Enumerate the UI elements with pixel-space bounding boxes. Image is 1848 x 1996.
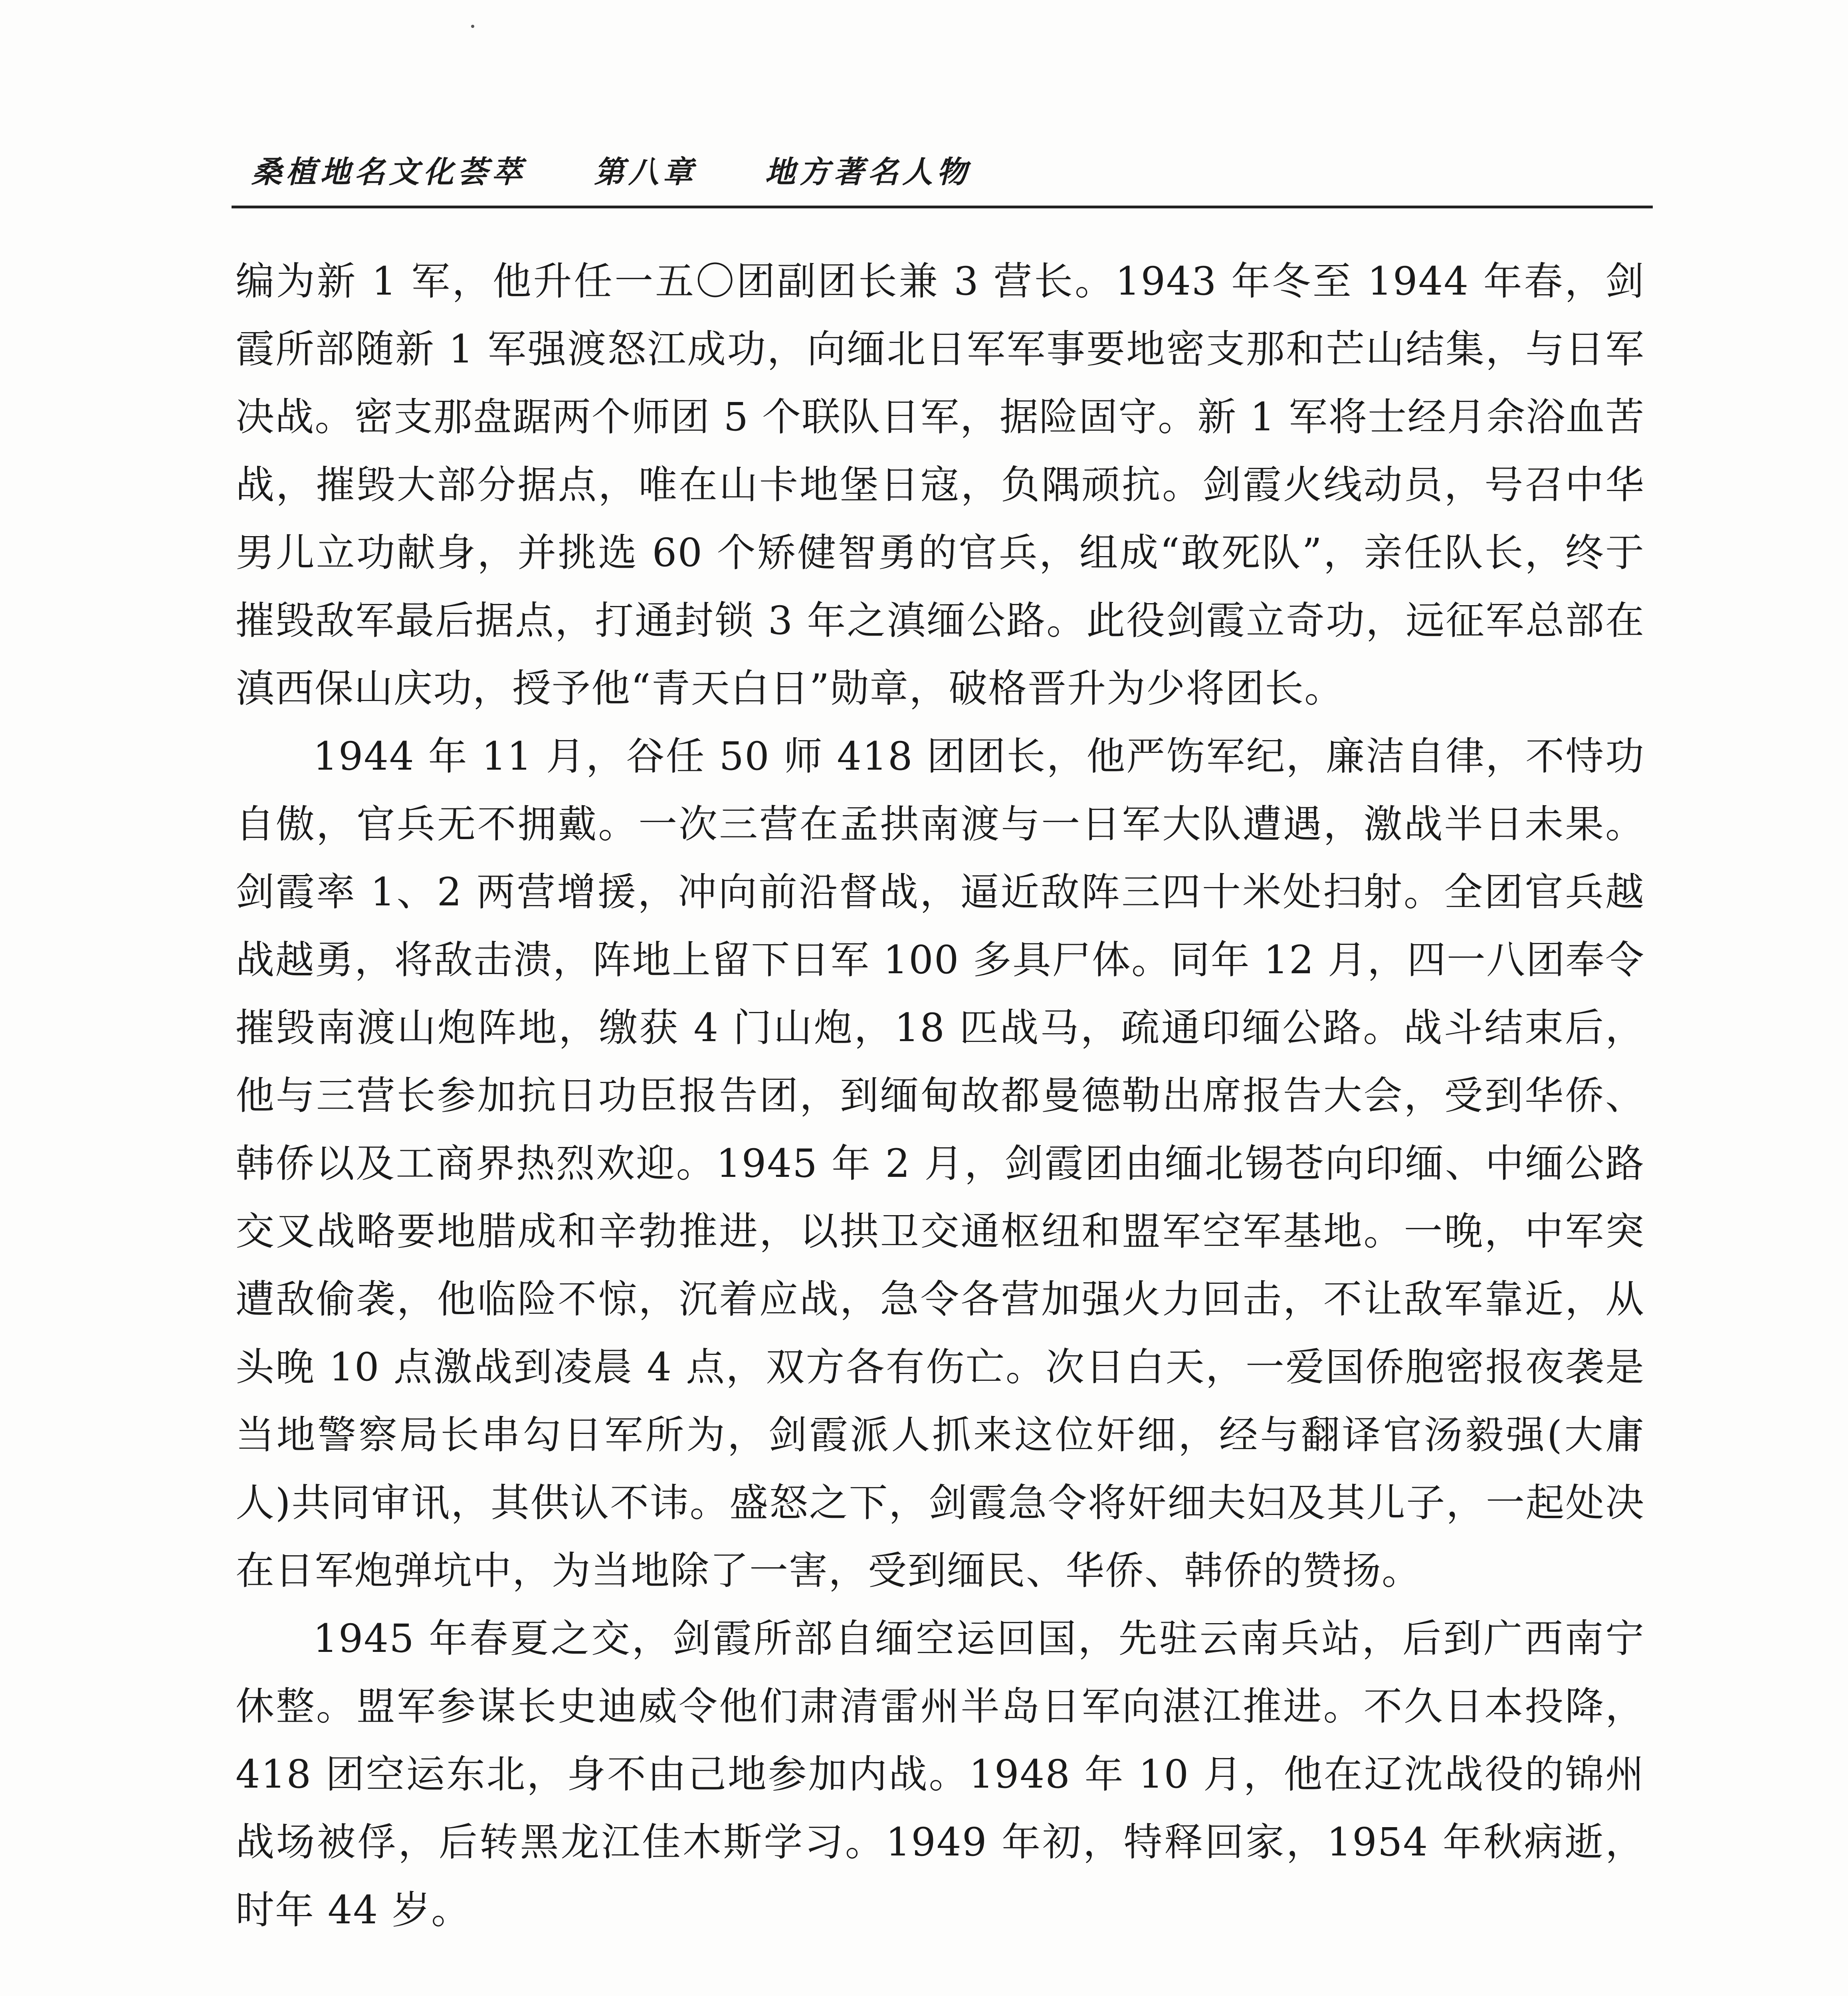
paragraph: 1944 年 11 月，谷任 50 师 418 团团长，他严饬军纪，廉洁自律，不恃功自傲，官兵无不拥戴。一次三营在孟拱南渡与一日军大队遭遇，激战半日未果。剑霞率 1、2 两营增援，冲向前沿督战，逼近敌阵三四十米处扫射。全团官兵越战越勇，将敌击溃，阵地上留下日军 100 多具尸体。同年 12 月，四一八团奉令摧毁南渡山炮阵地，缴获 4 门山炮，18 匹战马，疏通印缅公路。战斗结束后，他与三营长参加抗日功臣报告团，到缅甸故都曼德勒出席报告大会，受到华侨、韩侨以及工商界热烈欢迎。1945 年 2 月，剑霞团由缅北锡苍向印缅、中缅公路交叉战略要地腊成和辛勃推进，以拱卫交通枢纽和盟军空军基地。一晚，中军突遭敌偷袭，他临险不惊，沉着应战，急令各营加强火力回击，不让敌军靠近，从头晚 10 点激战到凌晨 4 点，双方各有伤亡。次日白天，一爱国侨胞密报夜袭是当地警察局长串勾日军所为，剑霞派人抓来这位奸细，经与翻译官汤毅强(大庸人)共同审讯，其供认不讳。盛怒之下，剑霞急令将奸细夫妇及其儿子，一起处决在日军炮弹坑中，为当地除了一害，受到缅民、华侨、韩侨的赞扬。	[236, 734, 1645, 1593]
chapter-title: 地方著名人物	[765, 154, 971, 190]
section-title	[0, 1990, 1848, 1996]
paragraph: 1945 年春夏之交，剑霞所部自缅空运回国，先驻云南兵站，后到广西南宁休整。盟军参谋长史迪威令他们肃清雷州半岛日军向湛江推进。不久日本投降，418 团空运东北，身不由己地参加内战。1948 年 10 月，他在辽沈战役的锦州战场被俘，后转黑龙江佳木斯学习。1949 年初，特释回家，1954 年秋病逝，时年 44 岁。	[236, 1616, 1645, 1933]
book-title: 桑植地名文化荟萃	[252, 154, 526, 190]
header-rule	[232, 206, 1653, 208]
scan-speck	[471, 25, 474, 28]
main-text	[236, 248, 1645, 1944]
paragraph: 编为新 1 军，他升任一五〇团副团长兼 3 营长。1943 年冬至 1944 年春，剑霞所部随新 1 军强渡怒江成功，向缅北日军军事要地密支那和芒山结集，与日军决战。密支那盘踞两个师团 5 个联队日军，据险固守。新 1 军将士经月余浴血苦战，摧毁大部分据点，唯在山卡地堡日寇，负隅顽抗。剑霞火线动员，号召中华男儿立功献身，并挑选 60 个矫健智勇的官兵，组成“敢死队”，亲任队长，终于摧毁敌军最后据点，打通封锁 3 年之滇缅公路。此役剑霞立奇功，远征军总部在滇西保山庆功，授予他“青天白日”勋章，破格晋升为少将团长。	[236, 259, 1645, 711]
running-header	[252, 148, 1641, 191]
chapter-number: 第八章	[594, 154, 697, 190]
